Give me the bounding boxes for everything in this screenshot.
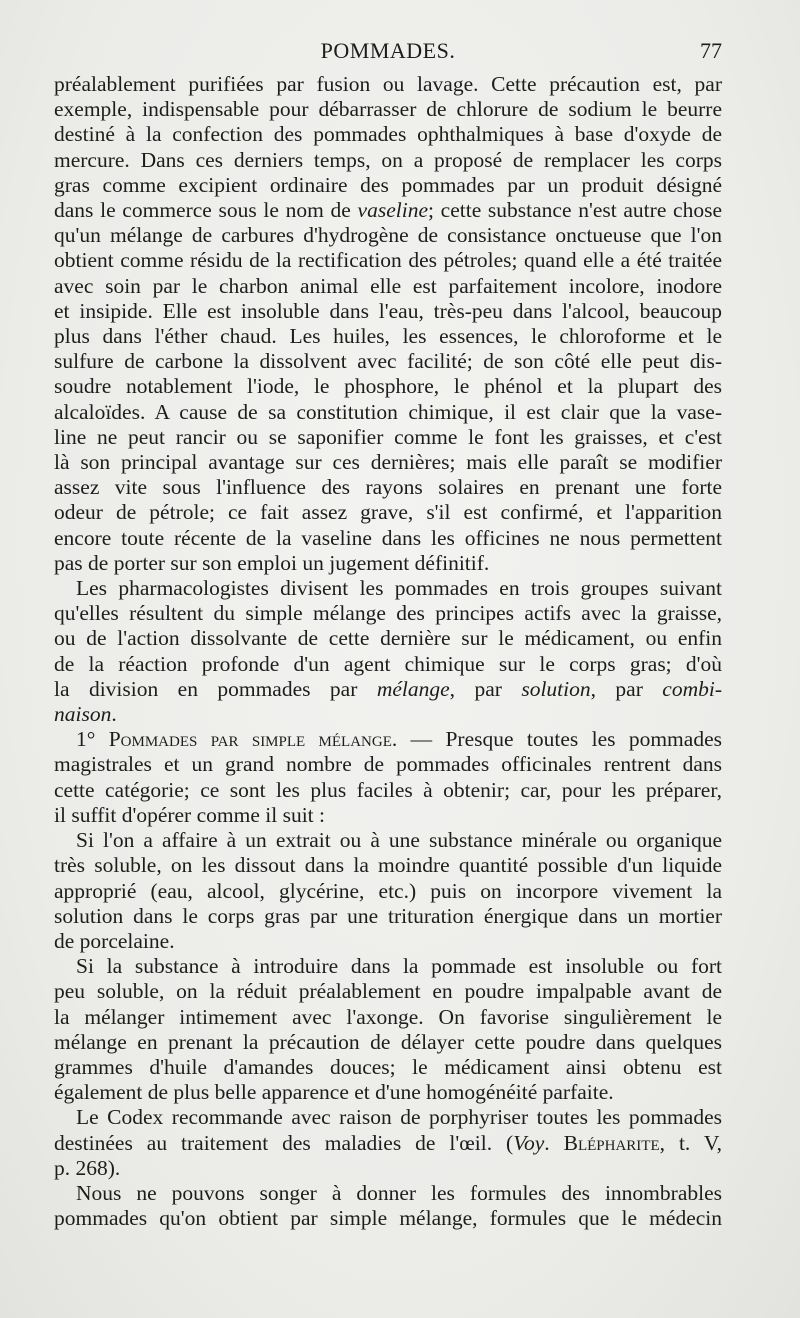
italic-term: combi- [662,676,722,701]
text-line: également de plus belle apparence et d'une homogénéité parfaite. [54,1080,614,1105]
text-line: gras comme excipient ordinaire des pommades par un produit désigné [54,172,722,197]
small-caps-heading: Blépharite [563,1130,660,1155]
text-line: qu'un mélange de carbures d'hydrogène de consistance onctueuse que l'on [54,223,722,248]
text-line: cette catégorie; ce sont les plus faciles à obtenir; car, pour les préparer, [54,777,722,802]
text-line: la mélanger intimement avec l'axonge. On favorise singulièrement le [54,1004,722,1029]
text-line: magistrales et un grand nombre de pommades officinales rentrent dans [54,752,722,777]
italic-term: solution [521,676,591,701]
text-line: peu soluble, on la réduit préalablement en poudre impalpable avant de [54,979,722,1004]
text-line: 1° Pommades par simple mélange. — Presque toutes les pommades [76,727,722,752]
text-line: avec soin par le charbon animal elle est parfaitement incolore, inodore [54,273,722,298]
text-line: dans le commerce sous le nom de vaseline; cette substance n'est autre chose [54,198,722,223]
text-line: assez vite sous l'influence des rayons solaires en prenant une forte [54,475,722,500]
text-line: p. 268). [54,1155,121,1180]
text-line: et insipide. Elle est insoluble dans l'eau, très-peu dans l'alcool, beaucoup [54,298,722,323]
text-line: très soluble, on les dissout dans la moindre quantité possible d'un liquide [54,853,722,878]
text-line: soudre notablement l'iode, le phosphore, le phénol et la plupart des [54,374,722,399]
text-line: Si l'on a affaire à un extrait ou à une substance minérale ou organique [76,828,722,853]
running-title: POMMADES. [320,38,456,63]
text-line: là son principal avantage sur ces dernières; mais elle paraît se modifier [54,450,722,475]
text-line: pommades qu'on obtient par simple mélange, formules que le médecin [54,1206,722,1231]
text-line: Les pharmacologistes divisent les pommades en trois groupes suivant [76,576,722,601]
text-line: encore toute récente de la vaseline dans les officines ne nous permettent [54,525,722,550]
text-line: la division en pommades par mélange, par solution, par combi- [54,676,722,701]
italic-term: vaseline [357,198,428,223]
text-line: line ne peut rancir ou se saponifier comme le font les graisses, et c'est [54,424,722,449]
text-line: naison. [54,702,117,727]
text-line: Nous ne pouvons songer à donner les formules des innombrables [76,1180,722,1205]
text-line: il suffit d'opérer comme il suit : [54,802,325,827]
italic-term: naison [54,702,112,727]
page-number: 77 [700,38,722,63]
text-line: exemple, indispensable pour débarrasser de chlorure de sodium le beurre [54,97,722,122]
text-line: obtient comme résidu de la rectification des pétroles; quand elle a été traitée [54,248,722,273]
body-text [54,72,722,1231]
text-line: sulfure de carbone la dissolvent avec facilité; de son côté elle peut dis- [54,349,722,374]
text-line: préalablement purifiées par fusion ou lavage. Cette précaution est, par [54,72,722,96]
text-line: de porcelaine. [54,928,175,953]
text-line: de la réaction profonde d'un agent chimique sur le corps gras; d'où [54,651,722,676]
text-line: approprié (eau, alcool, glycérine, etc.) puis on incorpore vivement la [54,878,722,903]
small-caps-heading: Pommades par simple mélange. [108,727,398,752]
text-line: destinées au traitement des maladies de l'œil. (Voy. Blépharite, t. V, [54,1130,722,1155]
text-line: grammes d'huile d'amandes douces; le médicament ainsi obtenu est [54,1054,722,1079]
text-line: solution dans le corps gras par une trituration énergique dans un mortier [54,903,722,928]
text-line: Le Codex recommande avec raison de porphyriser toutes les pommades [76,1105,722,1130]
text-line: ou de l'action dissolvante de cette dernière sur le médicament, ou enfin [54,626,722,651]
text-line: plus dans l'éther chaud. Les huiles, les essences, le chloroforme et le [54,324,722,349]
text-line: pas de porter sur son emploi un jugement définitif. [54,550,490,575]
text-line: mercure. Dans ces derniers temps, on a proposé de remplacer les corps [54,147,722,172]
text-line: destiné à la confection des pommades ophthalmiques à base d'oxyde de [54,122,722,147]
text-line: qu'elles résultent du simple mélange des principes actifs avec la graisse, [54,601,722,626]
text-line: alcaloïdes. A cause de sa constitution chimique, il est clair que la vase- [54,399,722,424]
page-header [54,38,722,68]
italic-term: mélange [376,676,450,701]
text-line: Si la substance à introduire dans la pommade est insoluble ou fort [76,954,722,979]
text-line: mélange en prenant la précaution de délayer cette poudre dans quelques [54,1029,722,1054]
italic-term: Voy [513,1130,545,1155]
text-line: odeur de pétrole; ce fait assez grave, s'il est confirmé, et l'apparition [54,500,722,525]
